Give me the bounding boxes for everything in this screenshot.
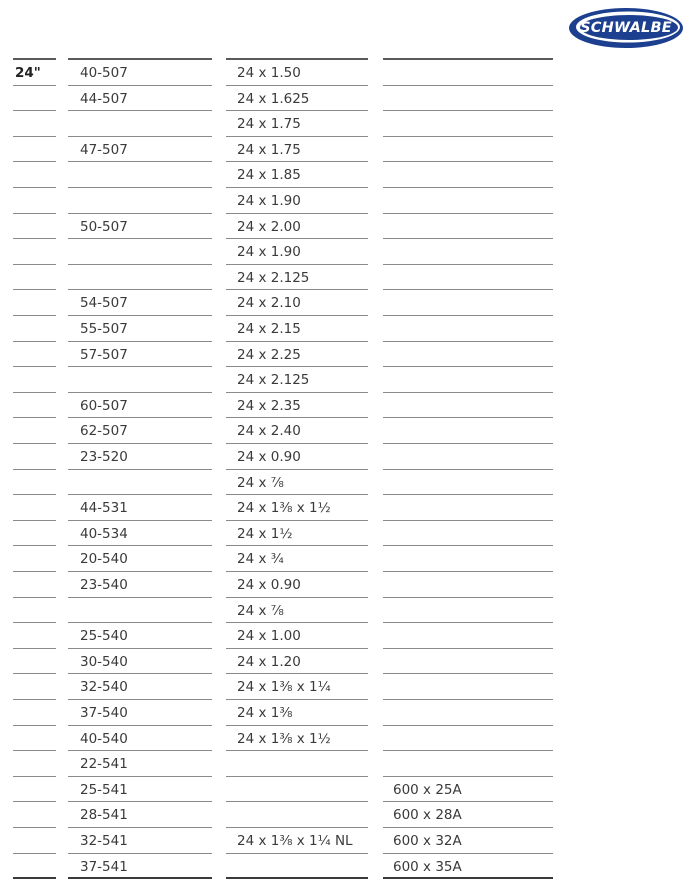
inch-size-cell-text: 24 x 1.625 [237,90,310,107]
inch-size-cell-text: 24 x 1⅜ x 1½ [237,730,331,747]
inch-size-cell [226,137,368,163]
inch-size-cell [226,342,368,368]
etrto-cell-text: 32-541 [80,833,128,849]
table-row [0,60,689,86]
rim-size-cell [13,111,56,137]
rim-size-cell [13,290,56,316]
rim-size-cell [13,777,56,803]
french-size-cell [383,290,553,316]
inch-size-cell [226,726,368,752]
inch-size-cell-text: 24 x 1½ [237,525,293,542]
rim-size-cell [13,854,56,880]
french-size-cell [383,418,553,444]
inch-size-cell-text: 24 x 1.90 [237,193,301,209]
inch-size-cell [226,598,368,624]
french-size-cell [383,214,553,240]
etrto-cell [68,726,212,752]
schwalbe-logo [568,6,684,50]
inch-size-cell-text: 24 x ⅞ [237,602,284,619]
rim-size-cell [13,674,56,700]
rim-size-cell [13,86,56,112]
table-row [0,265,689,291]
etrto-cell-text: 40-540 [80,730,128,747]
table-row [0,316,689,342]
inch-size-cell [226,367,368,393]
inch-size-cell-text: 24 x 2.25 [237,346,301,363]
inch-size-cell-text: 24 x 0.90 [237,449,301,465]
french-size-cell [383,316,553,342]
table-row [0,137,689,163]
etrto-cell-text: 50-507 [80,218,128,235]
inch-size-cell [226,214,368,240]
rim-size-cell [13,393,56,419]
etrto-cell [68,265,212,291]
inch-size-cell-text: 24 x 2.40 [237,423,301,440]
etrto-cell [68,854,212,880]
inch-size-cell [226,854,368,880]
table-row [0,418,689,444]
etrto-cell [68,700,212,726]
etrto-cell [68,470,212,496]
french-size-cell [383,342,553,368]
etrto-cell-text: 22-541 [80,756,128,773]
french-size-cell [383,367,553,393]
table-row [0,802,689,828]
etrto-cell-text: 30-540 [80,653,128,670]
etrto-cell-text: 62-507 [80,423,128,440]
french-size-cell [383,777,553,803]
etrto-cell [68,495,212,521]
rim-size-cell [13,316,56,342]
rim-size-cell [13,726,56,752]
rim-size-cell [13,418,56,444]
table-row [0,700,689,726]
inch-size-cell-text: 24 x 1.20 [237,653,301,670]
etrto-cell-text: 54-507 [80,295,128,312]
inch-size-cell-text: 24 x 2.15 [237,321,301,337]
french-size-cell [383,828,553,854]
etrto-cell-text: 25-540 [80,628,128,645]
etrto-cell-text: 28-541 [80,807,128,824]
etrto-cell-text: 57-507 [80,346,128,363]
table-row [0,188,689,214]
etrto-cell-text: 44-531 [80,500,128,517]
inch-size-cell [226,802,368,828]
french-size-cell [383,111,553,137]
rim-size-cell [13,444,56,470]
table-row [0,828,689,854]
inch-size-cell [226,700,368,726]
etrto-cell-text: 23-520 [80,449,128,465]
french-size-cell-text: 600 x 25A [393,781,462,798]
rim-size-cell [13,137,56,163]
rim-size-cell [13,342,56,368]
inch-size-cell-text: 24 x 2.35 [237,397,301,414]
etrto-cell [68,111,212,137]
rim-size-cell-text: 24" [15,65,41,81]
etrto-cell [68,239,212,265]
etrto-cell [68,649,212,675]
table-row [0,726,689,752]
inch-size-cell [226,777,368,803]
etrto-cell [68,290,212,316]
etrto-cell [68,572,212,598]
french-size-cell-text: 600 x 28A [393,807,462,824]
etrto-cell [68,828,212,854]
inch-size-cell-text: 24 x 1.75 [237,116,301,133]
table-row [0,521,689,547]
rim-size-cell [13,521,56,547]
rim-size-cell [13,700,56,726]
table-row [0,367,689,393]
rim-size-cell [13,546,56,572]
etrto-cell [68,444,212,470]
etrto-cell [68,188,212,214]
table-row [0,214,689,240]
etrto-cell-text: 47-507 [80,141,128,158]
french-size-cell [383,572,553,598]
french-size-cell [383,751,553,777]
table-row [0,495,689,521]
etrto-cell [68,802,212,828]
rim-size-cell [13,623,56,649]
rim-size-cell [13,162,56,188]
table-row [0,162,689,188]
french-size-cell [383,162,553,188]
rim-size-cell [13,367,56,393]
table-row [0,674,689,700]
inch-size-cell-text: 24 x 2.00 [237,218,301,235]
table-row [0,572,689,598]
etrto-cell-text: 60-507 [80,397,128,414]
inch-size-cell [226,265,368,291]
french-size-cell [383,393,553,419]
french-size-cell [383,265,553,291]
etrto-cell-text: 23-540 [80,577,128,593]
french-size-cell [383,239,553,265]
table-row [0,393,689,419]
inch-size-cell [226,546,368,572]
inch-size-cell [226,316,368,342]
etrto-cell [68,137,212,163]
inch-size-cell [226,828,368,854]
inch-size-cell [226,239,368,265]
table-row [0,86,689,112]
french-size-cell [383,521,553,547]
table-row [0,777,689,803]
inch-size-cell [226,418,368,444]
french-size-cell-text: 600 x 32A [393,833,462,849]
etrto-cell [68,342,212,368]
french-size-cell [383,86,553,112]
etrto-cell [68,623,212,649]
rim-size-cell [13,239,56,265]
inch-size-cell [226,623,368,649]
french-size-cell [383,854,553,880]
french-size-cell [383,188,553,214]
etrto-cell [68,521,212,547]
french-size-cell [383,649,553,675]
inch-size-cell-text: 24 x 1⅜ x 1¼ NL [237,833,353,849]
inch-size-cell [226,444,368,470]
french-size-cell [383,444,553,470]
inch-size-cell-text: 24 x 1.90 [237,244,301,261]
inch-size-cell-text: 24 x 1⅜ x 1¼ [237,679,331,696]
french-size-cell [383,726,553,752]
french-size-cell [383,674,553,700]
french-size-cell [383,137,553,163]
table-row [0,598,689,624]
etrto-cell-text: 55-507 [80,321,128,337]
french-size-cell [383,546,553,572]
inch-size-cell [226,162,368,188]
inch-size-cell-text: 24 x 1.85 [237,167,301,184]
etrto-cell-text: 25-541 [80,781,128,798]
inch-size-cell-text: 24 x ⅞ [237,474,284,491]
etrto-cell [68,162,212,188]
etrto-cell [68,214,212,240]
rim-size-cell [13,495,56,521]
inch-size-cell [226,86,368,112]
table-row [0,854,689,880]
french-size-cell [383,495,553,521]
inch-size-cell [226,393,368,419]
french-size-cell-text: 600 x 35A [393,858,462,875]
inch-size-cell [226,521,368,547]
etrto-cell [68,598,212,624]
inch-size-cell [226,111,368,137]
french-size-cell [383,60,553,86]
inch-size-cell [226,649,368,675]
french-size-cell [383,598,553,624]
inch-size-cell-text: 24 x 1⅜ [237,705,293,721]
etrto-cell [68,418,212,444]
rim-size-cell [13,265,56,291]
etrto-cell [68,367,212,393]
inch-size-cell-text: 24 x 2.125 [237,372,310,389]
table-row [0,470,689,496]
rim-size-cell [13,598,56,624]
etrto-cell-text: 40-534 [80,525,128,542]
rim-size-cell [13,802,56,828]
etrto-cell [68,393,212,419]
inch-size-cell [226,60,368,86]
etrto-cell [68,546,212,572]
inch-size-cell-text: 24 x ¾ [237,551,284,568]
rim-size-cell [13,828,56,854]
french-size-cell [383,623,553,649]
inch-size-cell-text: 24 x 2.10 [237,295,301,312]
inch-size-cell [226,290,368,316]
inch-size-cell [226,751,368,777]
etrto-cell [68,777,212,803]
inch-size-cell-text: 24 x 1.75 [237,141,301,158]
table-row [0,546,689,572]
logo-wordmark: SCHWALBE [580,20,672,36]
etrto-cell-text: 40-507 [80,65,128,81]
inch-size-cell [226,470,368,496]
inch-size-cell-text: 24 x 2.125 [237,269,310,286]
inch-size-cell-text: 24 x 1.00 [237,628,301,645]
rim-size-cell [13,470,56,496]
table-row [0,444,689,470]
french-size-cell [383,700,553,726]
etrto-cell [68,60,212,86]
inch-size-cell [226,572,368,598]
table-row [0,342,689,368]
inch-size-cell-text: 24 x 1⅜ x 1½ [237,500,331,517]
rim-size-cell [13,649,56,675]
table-row [0,111,689,137]
etrto-cell-text: 44-507 [80,90,128,107]
table-row [0,290,689,316]
etrto-cell-text: 20-540 [80,551,128,568]
table-row [0,623,689,649]
etrto-cell [68,674,212,700]
table-row [0,239,689,265]
inch-size-cell [226,188,368,214]
etrto-cell-text: 32-540 [80,679,128,696]
table-row [0,751,689,777]
etrto-cell [68,316,212,342]
french-size-cell [383,802,553,828]
table-row [0,649,689,675]
rim-size-cell [13,60,56,86]
inch-size-cell-text: 24 x 1.50 [237,65,301,81]
inch-size-cell [226,495,368,521]
rim-size-cell [13,751,56,777]
rim-size-cell [13,188,56,214]
rim-size-cell [13,572,56,598]
inch-size-cell-text: 24 x 0.90 [237,577,301,593]
french-size-cell [383,470,553,496]
etrto-cell-text: 37-541 [80,858,128,875]
rim-size-cell [13,214,56,240]
etrto-cell-text: 37-540 [80,705,128,721]
etrto-cell [68,751,212,777]
inch-size-cell [226,674,368,700]
etrto-cell [68,86,212,112]
